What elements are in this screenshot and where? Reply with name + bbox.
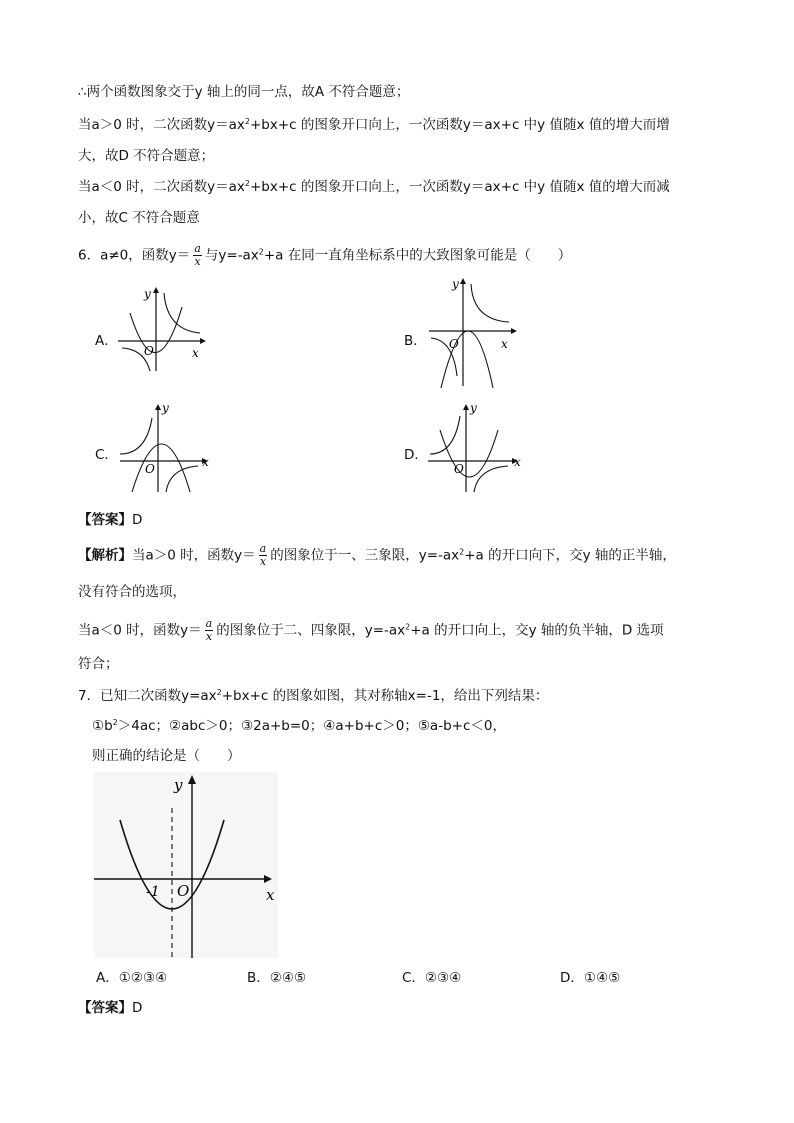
q6-option-b-label: B． xyxy=(404,333,427,349)
text-line-2: 当a＞0 时，二次函数$y=ax^2+bx+c$ 的图象开口向上，一次函数y＝ax+c 中y 值随x 值的增大而增 xyxy=(78,117,670,133)
svg-text:y: y xyxy=(144,287,151,301)
q7-stem: 7．已知二次函数$y=ax^2+bx+c$ 的图象如图，其对称轴x=-1，给出下列结果： xyxy=(78,688,549,704)
svg-text:x: x xyxy=(514,455,521,469)
svg-text:x: x xyxy=(192,346,199,360)
svg-text:y: y xyxy=(452,277,459,291)
svg-text:O: O xyxy=(144,344,154,358)
q6-stem: 6．a≠0，函数y＝ $\frac{a}{x}$ 与$y=-ax^2+a$ 在同一直角坐标系中的大致图象可能是（ ） xyxy=(78,242,572,268)
svg-text:O: O xyxy=(177,882,190,900)
svg-text:-1: -1 xyxy=(146,884,160,900)
fraction-a-over-x: $\frac{a}{x}$ xyxy=(194,242,201,268)
q7-graph xyxy=(94,772,284,962)
q6-graph-b xyxy=(425,276,525,391)
q7-choice-d: D．①④⑤ xyxy=(560,970,621,986)
q7-choice-b: B．②④⑤ xyxy=(247,970,307,986)
svg-text:O: O xyxy=(145,462,155,476)
text-line-4: 当a＜0 时，二次函数$y=ax^2+bx+c$ 的图象开口向上，一次函数y＝ax+c 中y 值随x 值的增大而减 xyxy=(78,179,670,195)
q7-ask: 则正确的结论是（ ） xyxy=(92,748,241,764)
svg-text:y: y xyxy=(162,401,169,415)
text-line-3: 大，故D 不符合题意； xyxy=(78,148,215,164)
q6-graph-a xyxy=(112,285,212,375)
svg-text:y: y xyxy=(174,776,183,794)
q6-option-d-label: D． xyxy=(404,447,428,463)
q6-graph-c xyxy=(118,400,218,495)
q6-analysis-line-3: 当a＜0 时，函数y＝ $\frac{a}{x}$ 的图象位于二、四象限，$y=-ax^2+a$ 的开口向上，交y 轴的负半轴，D 选项 xyxy=(78,617,664,643)
q7-items: $①b^2>4ac$；②abc＞0；③2a+b=0；④a+b+c＞0；⑤a-b+c＜0， xyxy=(92,718,506,734)
q6-answer: 【答案】D xyxy=(78,512,143,528)
text-line-1: ∴两个函数图象交于y 轴上的同一点，故A 不符合题意； xyxy=(78,84,410,100)
svg-text:x: x xyxy=(202,455,209,469)
q7-choice-c: C．②③④ xyxy=(402,970,462,986)
q7-choice-a: A．①②③④ xyxy=(96,970,168,986)
svg-text:y: y xyxy=(470,401,477,415)
text-line-5: 小，故C 不符合题意 xyxy=(78,210,200,226)
svg-text:O: O xyxy=(454,462,464,476)
q6-analysis-line-1: 【解析】当a＞0 时，函数y＝ $\frac{a}{x}$ 的图象位于一、三象限，$y=-ax^2+a$ 的开口向下，交y 轴的正半轴， xyxy=(78,542,676,568)
q6-graph-d xyxy=(426,400,526,495)
svg-text:x: x xyxy=(501,337,508,351)
q6-analysis-line-2: 没有符合的选项， xyxy=(78,584,186,600)
q6-analysis-line-4: 符合； xyxy=(78,656,119,672)
q6-option-c-label: C． xyxy=(95,447,118,463)
svg-text:x: x xyxy=(266,886,275,904)
q6-option-a-label: A． xyxy=(95,333,118,349)
svg-text:O: O xyxy=(449,337,459,351)
q7-answer: 【答案】D xyxy=(78,1000,143,1016)
